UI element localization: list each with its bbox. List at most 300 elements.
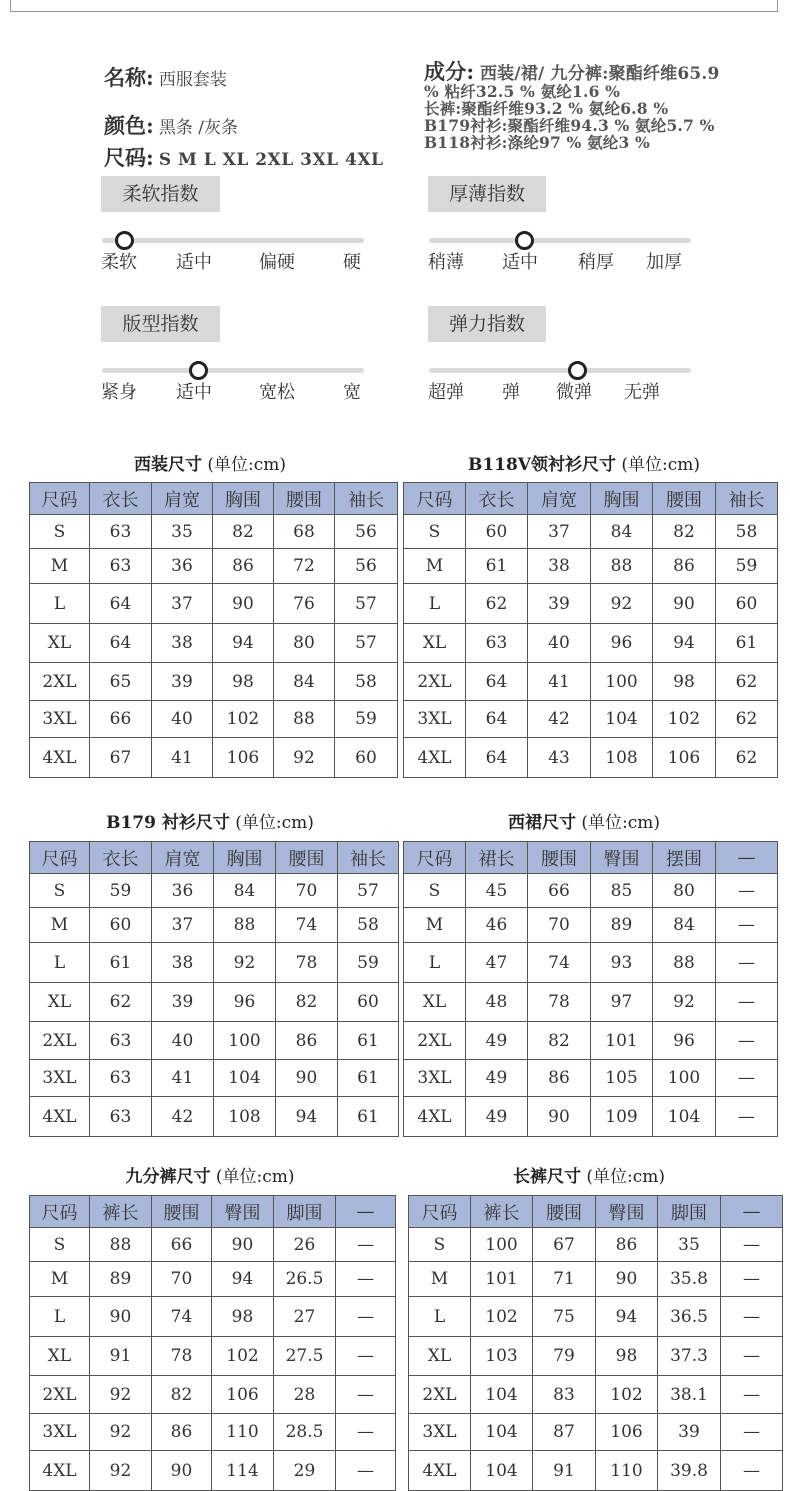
table-cell: 82 bbox=[528, 1022, 591, 1060]
table-cell: 62 bbox=[716, 701, 778, 738]
table-cell: — bbox=[721, 1228, 783, 1262]
table-cell: 56 bbox=[335, 549, 398, 584]
table-header-row bbox=[404, 842, 778, 874]
table-cell: 90 bbox=[276, 1060, 338, 1097]
table-cell: 102 bbox=[212, 1337, 274, 1376]
table-cell: — bbox=[716, 1022, 778, 1060]
size-table-1 bbox=[403, 482, 778, 778]
index-scale-label: 紧身 bbox=[101, 382, 137, 403]
table-row bbox=[404, 1060, 778, 1097]
table-cell: 38 bbox=[152, 943, 214, 983]
table-row bbox=[30, 515, 398, 549]
table-cell: 63 bbox=[90, 1097, 152, 1137]
index-scale-label: 稍薄 bbox=[428, 252, 464, 273]
table-row bbox=[30, 1451, 396, 1491]
table-cell: 2XL bbox=[409, 1376, 471, 1414]
table-header-cell: 裤长 bbox=[90, 1196, 152, 1228]
size-table-0 bbox=[29, 482, 398, 778]
composition-label: 成分: bbox=[424, 59, 475, 84]
table-row bbox=[30, 663, 398, 701]
table-cell: 49 bbox=[466, 1060, 528, 1097]
table-cell: 59 bbox=[90, 874, 152, 908]
table-cell: 72 bbox=[274, 549, 335, 584]
table-cell: 3XL bbox=[404, 1060, 466, 1097]
table-row bbox=[404, 983, 778, 1022]
table-cell: 90 bbox=[90, 1297, 152, 1337]
composition-line5: B118衬衫:涤纶97 % 氨纶3 % bbox=[424, 133, 650, 152]
table-cell: 36.5 bbox=[658, 1297, 721, 1337]
table-cell: 60 bbox=[90, 908, 152, 943]
table-cell: 94 bbox=[653, 624, 716, 663]
table-cell: — bbox=[721, 1376, 783, 1414]
table-header-cell: 尺码 bbox=[30, 483, 90, 515]
table-cell: 92 bbox=[591, 584, 653, 624]
table-header-cell: 肩宽 bbox=[528, 483, 591, 515]
table-cell: 43 bbox=[528, 738, 591, 778]
table-cell: 64 bbox=[466, 701, 528, 738]
table-cell: 39 bbox=[528, 584, 591, 624]
table-cell: 84 bbox=[653, 908, 716, 943]
table-cell: 63 bbox=[90, 1022, 152, 1060]
product-name-row bbox=[104, 62, 227, 92]
table-title-3 bbox=[403, 808, 765, 833]
table-cell: 82 bbox=[152, 1376, 212, 1414]
table-cell: 102 bbox=[213, 701, 274, 738]
table-row bbox=[404, 874, 778, 908]
table-header-cell: 尺码 bbox=[409, 1196, 471, 1228]
table-cell: 28 bbox=[274, 1376, 336, 1414]
table-cell: 98 bbox=[596, 1337, 658, 1376]
table-cell: 88 bbox=[90, 1228, 152, 1262]
table-cell: 61 bbox=[90, 943, 152, 983]
table-cell: — bbox=[716, 983, 778, 1022]
table-cell: 82 bbox=[213, 515, 274, 549]
table-row bbox=[404, 663, 778, 701]
table-row bbox=[404, 908, 778, 943]
table-row bbox=[404, 943, 778, 983]
table-cell: 56 bbox=[335, 515, 398, 549]
table-cell: — bbox=[336, 1414, 396, 1451]
table-cell: 101 bbox=[591, 1022, 653, 1060]
table-cell: 62 bbox=[466, 584, 528, 624]
table-cell: 92 bbox=[90, 1376, 152, 1414]
table-cell: 76 bbox=[274, 584, 335, 624]
table-cell: 91 bbox=[533, 1451, 596, 1491]
table-cell: 39 bbox=[658, 1414, 721, 1451]
table-cell: 103 bbox=[471, 1337, 533, 1376]
composition-line3: 长裤:聚酯纤维93.2 % 氨纶6.8 % bbox=[424, 99, 669, 118]
index-scale-label: 柔软 bbox=[101, 252, 137, 273]
color-value: 黑条 /灰条 bbox=[158, 118, 238, 138]
table-cell: 91 bbox=[90, 1337, 152, 1376]
table-cell: M bbox=[30, 908, 90, 943]
table-cell: 70 bbox=[152, 1262, 212, 1297]
size-table-3 bbox=[403, 841, 778, 1137]
table-cell: 71 bbox=[533, 1262, 596, 1297]
index-scale-label: 适中 bbox=[176, 382, 212, 403]
table-cell: 70 bbox=[276, 874, 338, 908]
table-cell: 114 bbox=[212, 1451, 274, 1491]
table-cell: 83 bbox=[533, 1376, 596, 1414]
table-cell: 3XL bbox=[30, 701, 90, 738]
table-cell: — bbox=[721, 1451, 783, 1491]
table-row bbox=[30, 1228, 396, 1262]
table-cell: 26.5 bbox=[274, 1262, 336, 1297]
table-cell: 58 bbox=[716, 515, 778, 549]
name-value: 西服套装 bbox=[158, 70, 227, 90]
table-cell: 96 bbox=[214, 983, 276, 1022]
table-cell: 86 bbox=[653, 549, 716, 584]
table-row bbox=[409, 1297, 783, 1337]
table-cell: 41 bbox=[152, 1060, 214, 1097]
table-title-name: 九分裤尺寸 bbox=[125, 1167, 211, 1187]
table-title-name: 长裤尺寸 bbox=[512, 1167, 581, 1187]
table-cell: 38 bbox=[528, 549, 591, 584]
table-cell: 4XL bbox=[409, 1451, 471, 1491]
table-header-cell: 衣长 bbox=[90, 483, 152, 515]
table-cell: 90 bbox=[213, 584, 274, 624]
table-cell: 78 bbox=[276, 943, 338, 983]
table-cell: 35 bbox=[152, 515, 213, 549]
table-cell: 80 bbox=[274, 624, 335, 663]
table-cell: 42 bbox=[152, 1097, 214, 1137]
table-cell: 68 bbox=[274, 515, 335, 549]
table-cell: 106 bbox=[596, 1414, 658, 1451]
table-cell: 92 bbox=[214, 943, 276, 983]
table-cell: 108 bbox=[591, 738, 653, 778]
table-row bbox=[30, 983, 399, 1022]
table-title-1 bbox=[403, 450, 765, 475]
table-cell: 36 bbox=[152, 874, 214, 908]
table-title-5 bbox=[408, 1162, 770, 1187]
index-scale-label: 加厚 bbox=[646, 252, 682, 273]
index-scale-label: 宽松 bbox=[259, 382, 295, 403]
table-cell: 74 bbox=[528, 943, 591, 983]
index-scale-label: 适中 bbox=[176, 252, 212, 273]
table-cell: 94 bbox=[596, 1297, 658, 1337]
table-cell: L bbox=[30, 1297, 90, 1337]
table-cell: 106 bbox=[213, 738, 274, 778]
table-cell: 110 bbox=[212, 1414, 274, 1451]
table-cell: S bbox=[30, 874, 90, 908]
table-row bbox=[409, 1337, 783, 1376]
table-header-cell: 衣长 bbox=[466, 483, 528, 515]
table-row bbox=[404, 701, 778, 738]
index-title-1: 厚薄指数 bbox=[428, 176, 546, 212]
table-header-cell: 肩宽 bbox=[152, 842, 214, 874]
table-row bbox=[409, 1262, 783, 1297]
size-table-5 bbox=[408, 1195, 783, 1491]
table-cell: 74 bbox=[276, 908, 338, 943]
table-cell: 37 bbox=[528, 515, 591, 549]
table-cell: — bbox=[336, 1228, 396, 1262]
index-scale-label: 偏硬 bbox=[259, 252, 295, 273]
table-header-row bbox=[404, 483, 778, 515]
table-cell: 104 bbox=[471, 1451, 533, 1491]
table-title-unit: (单位:cm) bbox=[215, 1167, 295, 1187]
table-cell: 4XL bbox=[30, 1097, 90, 1137]
table-row bbox=[30, 874, 399, 908]
table-cell: — bbox=[716, 1097, 778, 1137]
table-cell: 84 bbox=[274, 663, 335, 701]
table-cell: 66 bbox=[90, 701, 152, 738]
table-title-unit: (单位:cm) bbox=[581, 813, 661, 833]
table-cell: 66 bbox=[528, 874, 591, 908]
table-header-row bbox=[30, 483, 398, 515]
table-cell: XL bbox=[30, 624, 90, 663]
table-cell: 80 bbox=[653, 874, 716, 908]
table-header-cell: 腰围 bbox=[533, 1196, 596, 1228]
table-cell: 86 bbox=[213, 549, 274, 584]
product-size-row bbox=[104, 142, 383, 172]
table-cell: 59 bbox=[716, 549, 778, 584]
table-cell: 2XL bbox=[30, 1022, 90, 1060]
table-cell: 90 bbox=[528, 1097, 591, 1137]
table-cell: 60 bbox=[335, 738, 398, 778]
table-cell: 63 bbox=[90, 515, 152, 549]
table-cell: 90 bbox=[653, 584, 716, 624]
table-cell: 45 bbox=[466, 874, 528, 908]
table-header-cell: 袖长 bbox=[338, 842, 399, 874]
table-row bbox=[404, 738, 778, 778]
table-header-cell: 臀围 bbox=[212, 1196, 274, 1228]
table-cell: 86 bbox=[276, 1022, 338, 1060]
table-cell: 104 bbox=[653, 1097, 716, 1137]
table-header-cell: 脚围 bbox=[274, 1196, 336, 1228]
table-cell: 37.3 bbox=[658, 1337, 721, 1376]
table-cell: 38.1 bbox=[658, 1376, 721, 1414]
table-row bbox=[404, 584, 778, 624]
table-cell: 64 bbox=[466, 663, 528, 701]
table-cell: 102 bbox=[471, 1297, 533, 1337]
table-cell: 79 bbox=[533, 1337, 596, 1376]
table-cell: 3XL bbox=[404, 701, 466, 738]
table-cell: 98 bbox=[212, 1297, 274, 1337]
size-label: 尺码: bbox=[104, 145, 154, 170]
table-header-cell: 胸围 bbox=[591, 483, 653, 515]
table-cell: 90 bbox=[212, 1228, 274, 1262]
size-table-2 bbox=[29, 841, 399, 1137]
table-row bbox=[409, 1451, 783, 1491]
index-slider-track-3 bbox=[429, 368, 691, 373]
table-header-cell: 裤长 bbox=[471, 1196, 533, 1228]
table-header-cell: 肩宽 bbox=[152, 483, 213, 515]
table-cell: 67 bbox=[90, 738, 152, 778]
table-cell: 94 bbox=[213, 624, 274, 663]
table-row bbox=[404, 549, 778, 584]
table-row bbox=[30, 1060, 399, 1097]
table-title-unit: (单位:cm) bbox=[207, 455, 287, 475]
table-row bbox=[30, 1097, 399, 1137]
table-row bbox=[30, 1022, 399, 1060]
table-cell: XL bbox=[404, 983, 466, 1022]
table-cell: 26 bbox=[274, 1228, 336, 1262]
table-cell: 88 bbox=[653, 943, 716, 983]
table-cell: M bbox=[404, 908, 466, 943]
table-cell: 57 bbox=[338, 874, 399, 908]
index-scale-label: 稍厚 bbox=[578, 252, 614, 273]
size-table-4 bbox=[29, 1195, 396, 1491]
table-cell: M bbox=[404, 549, 466, 584]
table-cell: — bbox=[716, 943, 778, 983]
table-cell: 100 bbox=[214, 1022, 276, 1060]
table-cell: 62 bbox=[716, 738, 778, 778]
table-cell: — bbox=[716, 908, 778, 943]
table-cell: — bbox=[336, 1262, 396, 1297]
table-cell: 48 bbox=[466, 983, 528, 1022]
table-cell: 58 bbox=[338, 908, 399, 943]
table-cell: 4XL bbox=[30, 738, 90, 778]
index-title-0: 柔软指数 bbox=[101, 176, 220, 212]
index-title-3: 弹力指数 bbox=[428, 306, 546, 342]
table-cell: 78 bbox=[152, 1337, 212, 1376]
table-cell: — bbox=[336, 1337, 396, 1376]
table-cell: 4XL bbox=[404, 738, 466, 778]
index-slider-track-0 bbox=[102, 238, 364, 243]
table-cell: 3XL bbox=[409, 1414, 471, 1451]
table-cell: 46 bbox=[466, 908, 528, 943]
table-header-cell: 裙长 bbox=[466, 842, 528, 874]
table-cell: 92 bbox=[90, 1451, 152, 1491]
table-cell: 100 bbox=[653, 1060, 716, 1097]
table-cell: 90 bbox=[596, 1262, 658, 1297]
table-cell: 75 bbox=[533, 1297, 596, 1337]
table-cell: 88 bbox=[214, 908, 276, 943]
table-cell: 61 bbox=[716, 624, 778, 663]
table-title-name: B179 衬衫尺寸 bbox=[106, 813, 230, 833]
table-header-row bbox=[30, 842, 399, 874]
index-scale-label: 宽 bbox=[343, 382, 361, 403]
table-header-cell: 脚围 bbox=[658, 1196, 721, 1228]
table-cell: 84 bbox=[591, 515, 653, 549]
table-cell: 104 bbox=[471, 1414, 533, 1451]
table-header-cell: — bbox=[336, 1196, 396, 1228]
table-cell: 4XL bbox=[404, 1097, 466, 1137]
table-header-cell: 胸围 bbox=[213, 483, 274, 515]
table-cell: 61 bbox=[466, 549, 528, 584]
table-cell: 35.8 bbox=[658, 1262, 721, 1297]
table-cell: 29 bbox=[274, 1451, 336, 1491]
table-cell: 96 bbox=[653, 1022, 716, 1060]
table-cell: 64 bbox=[466, 738, 528, 778]
table-header-cell: 衣长 bbox=[90, 842, 152, 874]
table-cell: 41 bbox=[528, 663, 591, 701]
table-cell: — bbox=[336, 1451, 396, 1491]
table-row bbox=[30, 908, 399, 943]
table-cell: S bbox=[404, 874, 466, 908]
table-cell: 92 bbox=[274, 738, 335, 778]
table-cell: 110 bbox=[596, 1451, 658, 1491]
table-cell: 40 bbox=[528, 624, 591, 663]
table-cell: 36 bbox=[152, 549, 213, 584]
table-cell: 40 bbox=[152, 1022, 214, 1060]
table-header-cell: 胸围 bbox=[214, 842, 276, 874]
table-title-name: 西裙尺寸 bbox=[507, 813, 576, 833]
table-cell: 92 bbox=[653, 983, 716, 1022]
table-cell: L bbox=[409, 1297, 471, 1337]
table-cell: S bbox=[30, 515, 90, 549]
table-header-cell: 尺码 bbox=[30, 1196, 90, 1228]
table-cell: 88 bbox=[591, 549, 653, 584]
table-title-2 bbox=[29, 808, 391, 833]
table-cell: 67 bbox=[533, 1228, 596, 1262]
table-cell: 62 bbox=[90, 983, 152, 1022]
table-header-cell: 尺码 bbox=[404, 483, 466, 515]
size-value: S M L XL 2XL 3XL 4XL bbox=[158, 150, 384, 170]
index-title-2: 版型指数 bbox=[101, 306, 220, 342]
table-header-cell: — bbox=[721, 1196, 783, 1228]
table-cell: 38 bbox=[152, 624, 213, 663]
table-cell: 85 bbox=[591, 874, 653, 908]
table-cell: — bbox=[716, 1060, 778, 1097]
table-cell: 100 bbox=[591, 663, 653, 701]
table-row bbox=[409, 1376, 783, 1414]
table-header-cell: 腰围 bbox=[653, 483, 716, 515]
table-cell: 109 bbox=[591, 1097, 653, 1137]
table-cell: 4XL bbox=[30, 1451, 90, 1491]
table-cell: XL bbox=[404, 624, 466, 663]
composition-line2: % 粘纤32.5 % 氨纶1.6 % bbox=[424, 82, 621, 101]
table-cell: M bbox=[30, 549, 90, 584]
table-cell: 86 bbox=[596, 1228, 658, 1262]
table-cell: 49 bbox=[466, 1097, 528, 1137]
table-cell: 89 bbox=[591, 908, 653, 943]
table-cell: 41 bbox=[152, 738, 213, 778]
table-cell: 35 bbox=[658, 1228, 721, 1262]
table-cell: 78 bbox=[528, 983, 591, 1022]
name-label: 名称: bbox=[104, 65, 154, 90]
table-cell: 64 bbox=[90, 584, 152, 624]
top-frame bbox=[10, 0, 778, 12]
table-header-cell: 腰围 bbox=[528, 842, 591, 874]
table-row bbox=[404, 624, 778, 663]
table-cell: 98 bbox=[653, 663, 716, 701]
table-cell: XL bbox=[30, 983, 90, 1022]
table-header-cell: 腰围 bbox=[152, 1196, 212, 1228]
table-cell: L bbox=[404, 584, 466, 624]
table-cell: 28.5 bbox=[274, 1414, 336, 1451]
table-cell: 58 bbox=[335, 663, 398, 701]
table-row bbox=[30, 584, 398, 624]
table-cell: 37 bbox=[152, 908, 214, 943]
table-row bbox=[30, 1414, 396, 1451]
table-cell: 39.8 bbox=[658, 1451, 721, 1491]
index-slider-track-2 bbox=[102, 368, 364, 373]
table-cell: 102 bbox=[653, 701, 716, 738]
table-cell: 60 bbox=[716, 584, 778, 624]
table-cell: 94 bbox=[276, 1097, 338, 1137]
table-header-cell: 袖长 bbox=[716, 483, 778, 515]
table-cell: 86 bbox=[528, 1060, 591, 1097]
table-cell: 82 bbox=[653, 515, 716, 549]
table-cell: 40 bbox=[152, 701, 213, 738]
table-cell: 63 bbox=[466, 624, 528, 663]
composition-line4: B179衬衫:聚酯纤维94.3 % 氨纶5.7 % bbox=[424, 116, 715, 135]
table-cell: — bbox=[721, 1262, 783, 1297]
index-scale-label: 超弹 bbox=[428, 382, 464, 403]
table-cell: 2XL bbox=[30, 663, 90, 701]
table-cell: 59 bbox=[335, 701, 398, 738]
table-cell: — bbox=[721, 1337, 783, 1376]
table-row bbox=[30, 1262, 396, 1297]
table-cell: 42 bbox=[528, 701, 591, 738]
table-cell: 105 bbox=[591, 1060, 653, 1097]
composition-line1: 西装/裙/ 九分裤:聚酯纤维65.9 bbox=[479, 64, 720, 84]
color-label: 颜色: bbox=[104, 113, 154, 138]
table-header-cell: 摆围 bbox=[653, 842, 716, 874]
table-row bbox=[30, 549, 398, 584]
table-cell: 61 bbox=[338, 1097, 399, 1137]
